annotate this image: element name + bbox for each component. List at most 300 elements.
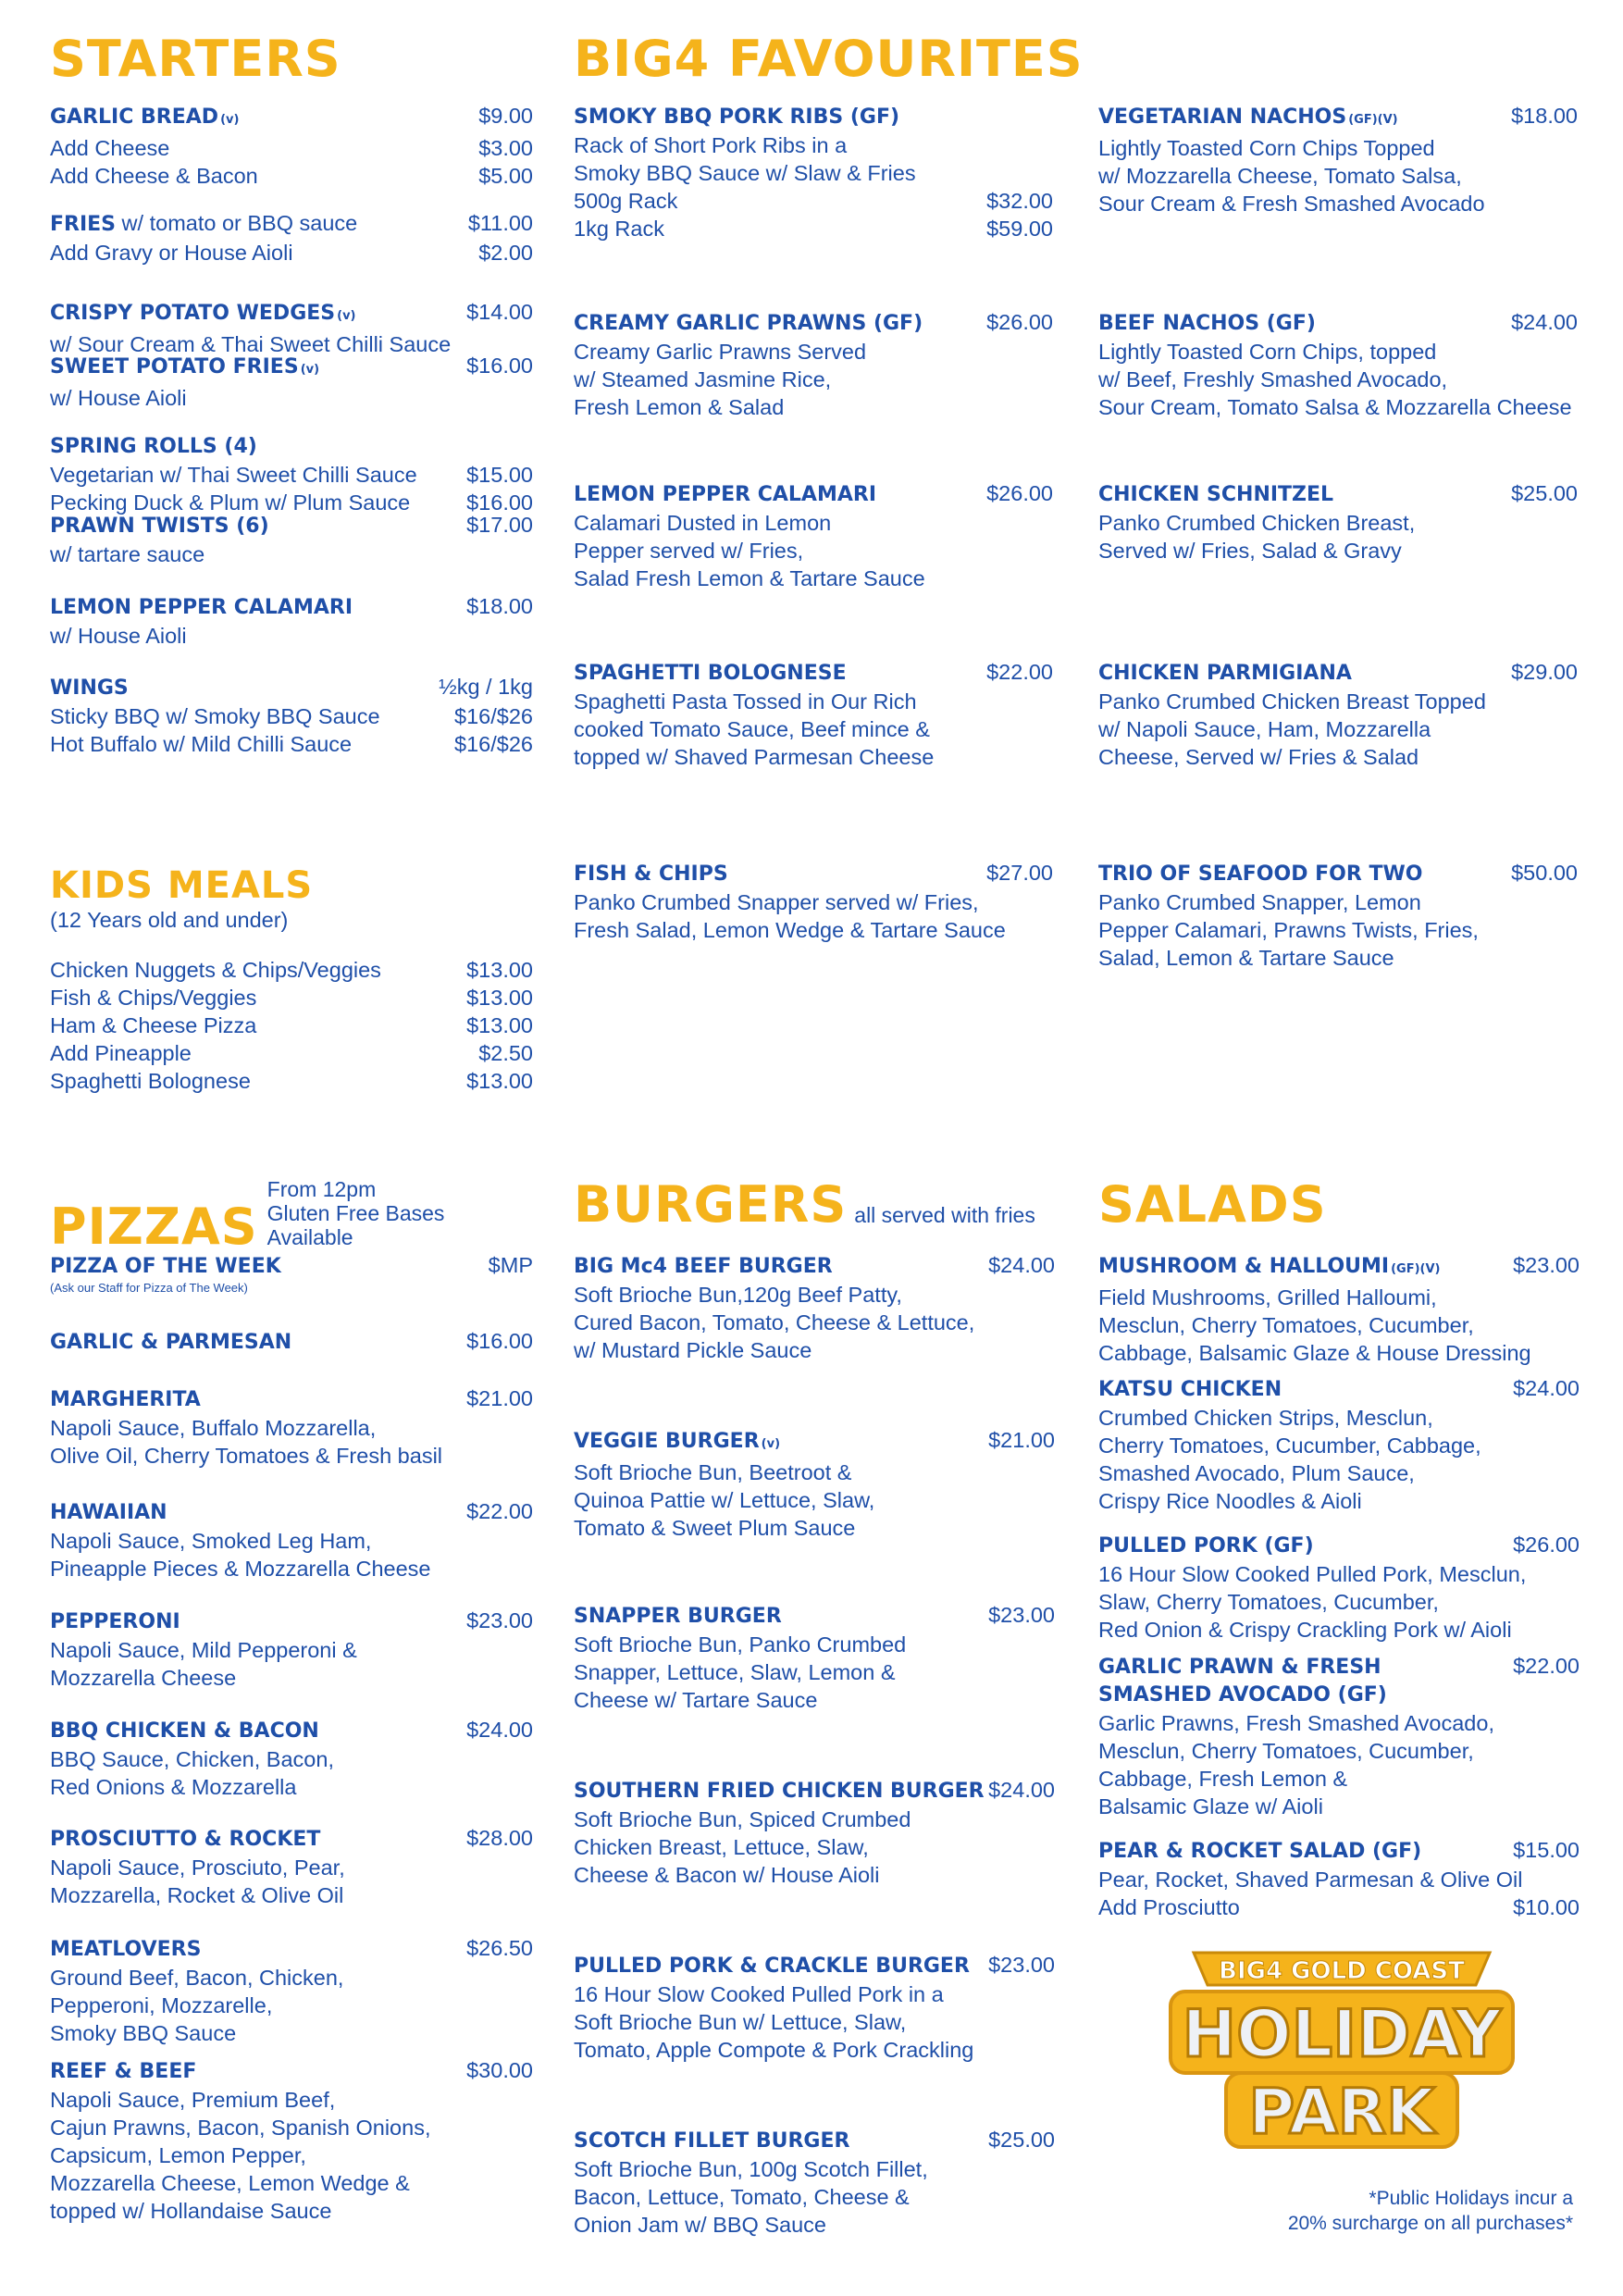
item-description: Cured Bacon, Tomato, Cheese & Lettuce, [574, 1310, 975, 1334]
pizzas-subtitle-time: From 12pm [266, 1177, 377, 1201]
item-name-group [1098, 479, 1333, 509]
item-price: ½kg / 1kg [439, 675, 533, 699]
item-name: MUSHROOM & HALLOUMI [1098, 1255, 1390, 1278]
item-description: w/ Mustard Pickle Sauce [574, 1338, 812, 1362]
item-description: Cheese w/ Tartare Sauce [574, 1688, 818, 1712]
item-header [574, 1601, 1055, 1631]
kids-item [50, 1011, 533, 1039]
item-name-group [574, 1601, 782, 1631]
item-name-group [50, 2056, 196, 2086]
item-name-group [1098, 308, 1316, 338]
item-name: FRIES [50, 213, 117, 236]
item-option [50, 162, 533, 190]
menu-item [574, 1426, 1055, 1542]
item-header [50, 1934, 533, 1964]
menu-item [1098, 1374, 1580, 1515]
item-name-group [50, 511, 269, 540]
kids-item-price: $13.00 [466, 986, 533, 1010]
item-option [1098, 1893, 1580, 1921]
surcharge-footer [1092, 2186, 1573, 2236]
item-diet-tag: (v) [220, 113, 240, 127]
item-description: Cabbage, Balsamic Glaze & House Dressing [1098, 1341, 1531, 1365]
burgers-heading: BURGERS [574, 1175, 848, 1234]
menu-item [1098, 658, 1578, 771]
option-price: $2.00 [478, 241, 533, 265]
item-header [574, 1426, 1055, 1458]
kids-section [50, 865, 533, 1095]
item-header [50, 673, 533, 702]
item-header [50, 431, 533, 461]
item-price: $29.00 [1511, 660, 1578, 684]
item-name: WINGS [50, 676, 129, 700]
kids-item-name: Chicken Nuggets & Chips/Veggies [50, 958, 381, 982]
item-description: topped w/ Hollandaise Sauce [50, 2199, 332, 2223]
item-option [50, 461, 533, 489]
item-description: Lightly Toasted Corn Chips Topped [1098, 136, 1435, 160]
item-header [50, 1716, 533, 1745]
item-header [50, 352, 533, 384]
item-name-group [1098, 1652, 1381, 1682]
menu-item [1098, 308, 1578, 421]
item-name-group [574, 859, 728, 888]
kids-list [50, 956, 533, 1095]
item-name: SOUTHERN FRIED CHICKEN BURGER [574, 1780, 985, 1803]
item-name-group [574, 2126, 849, 2155]
kids-item-name: Ham & Cheese Pizza [50, 1013, 257, 1037]
item-price: $25.00 [988, 2128, 1055, 2152]
menu-item [50, 352, 533, 412]
kids-item [50, 1067, 533, 1095]
item-price: $24.00 [1513, 1376, 1580, 1400]
item-description: Calamari Dusted in Lemon [574, 511, 832, 535]
option-label: Add Gravy or House Aioli [50, 241, 293, 265]
option-label: Vegetarian w/ Thai Sweet Chilli Sauce [50, 463, 417, 487]
menu-item [574, 308, 1053, 421]
option-label: Add Cheese & Bacon [50, 164, 258, 188]
kids-item-price: $2.50 [478, 1041, 533, 1065]
item-name-group [574, 1251, 833, 1281]
item-note: (Ask our Staff for Pizza of The Week) [50, 1281, 248, 1295]
item-description: Mesclun, Cherry Tomatoes, Cucumber, [1098, 1313, 1474, 1337]
item-description: Quinoa Pattie w/ Lettuce, Slaw, [574, 1488, 875, 1512]
menu-item [50, 431, 533, 516]
starters-heading: STARTERS [50, 30, 341, 88]
item-header [1098, 859, 1578, 888]
item-header [574, 658, 1053, 688]
salads-heading: SALADS [1098, 1175, 1327, 1234]
item-name-group [50, 1607, 180, 1636]
item-header [1098, 658, 1578, 688]
menu-item [50, 673, 533, 758]
item-name-group [1098, 658, 1352, 688]
option-price: $3.00 [478, 136, 533, 160]
item-header [1098, 1374, 1580, 1404]
item-description: Crumbed Chicken Strips, Mesclun, [1098, 1406, 1433, 1430]
item-name: FISH & CHIPS [574, 863, 728, 886]
item-description: Salad, Lemon & Tartare Sauce [1098, 946, 1394, 970]
item-name-group [1098, 1836, 1421, 1866]
item-description: Cajun Prawns, Bacon, Spanish Onions, [50, 2116, 431, 2140]
item-description: Balsamic Glaze w/ Aioli [1098, 1794, 1323, 1818]
favourites-heading: BIG4 FAVOURITES [574, 30, 1084, 88]
item-description: w/ Sour Cream & Thai Sweet Chilli Sauce [50, 332, 452, 356]
item-header [574, 859, 1053, 888]
item-description: Mozzarella Cheese [50, 1666, 237, 1690]
item-price: $15.00 [1513, 1838, 1580, 1862]
item-diet-tag: (GF)(V) [1391, 1262, 1441, 1276]
kids-item-name: Add Pineapple [50, 1041, 192, 1065]
item-name: PULLED PORK (GF) [1098, 1534, 1314, 1558]
item-header [1098, 102, 1578, 134]
item-name-group [50, 102, 239, 134]
item-name-group [574, 1426, 780, 1458]
item-header [1098, 1652, 1580, 1682]
item-description: Panko Crumbed Chicken Breast Topped [1098, 689, 1486, 714]
item-name: GARLIC & PARMESAN [50, 1331, 292, 1354]
item-header [50, 1327, 533, 1357]
item-price: $9.00 [478, 104, 533, 128]
pizzas-subtitle-gf: Gluten Free Bases Available [266, 1201, 445, 1249]
item-header [50, 1497, 533, 1527]
item-header [1098, 308, 1578, 338]
menu-item [1098, 859, 1578, 972]
item-description: 16 Hour Slow Cooked Pulled Pork in a [574, 1982, 944, 2006]
item-option [50, 134, 533, 162]
item-description: Pepper served w/ Fries, [574, 539, 804, 563]
item-description: Mozzarella Cheese, Lemon Wedge & [50, 2171, 410, 2195]
item-description: BBQ Sauce, Chicken, Bacon, [50, 1747, 334, 1771]
item-name-extra: w/ tomato or BBQ sauce [116, 211, 358, 235]
item-description: Tomato, Apple Compote & Pork Crackling [574, 2038, 974, 2062]
footer-line1: *Public Holidays incur a [1369, 2188, 1573, 2209]
item-header [50, 1824, 533, 1854]
kids-item-price: $13.00 [466, 1069, 533, 1093]
item-description: Red Onions & Mozzarella [50, 1775, 297, 1799]
item-price: $16.00 [466, 1329, 533, 1353]
logo-line3: PARK [1248, 2076, 1435, 2149]
item-description: Garlic Prawns, Fresh Smashed Avocado, [1098, 1711, 1494, 1735]
item-description: Red Onion & Crispy Crackling Pork w/ Aioli [1098, 1618, 1512, 1642]
item-header [574, 1776, 1055, 1806]
item-description: w/ House Aioli [50, 624, 187, 648]
menu-item [50, 102, 533, 190]
item-description: w/ Beef, Freshly Smashed Avocado, [1098, 367, 1448, 391]
item-description: Cabbage, Fresh Lemon & [1098, 1767, 1348, 1791]
item-description: Salad Fresh Lemon & Tartare Sauce [574, 566, 925, 590]
item-name: SCOTCH FILLET BURGER [574, 2129, 850, 2153]
item-description: Served w/ Fries, Salad & Gravy [1098, 539, 1402, 563]
item-name: SNAPPER BURGER [574, 1605, 782, 1628]
item-description: Soft Brioche Bun, 100g Scotch Fillet, [574, 2157, 928, 2181]
item-diet-tag: (v) [337, 309, 356, 323]
item-description: Pepperoni, Mozzarelle, [50, 1993, 273, 2017]
item-description: Napoli Sauce, Smoked Leg Ham, [50, 1529, 372, 1553]
item-name-group [1098, 102, 1398, 134]
item-price: $24.00 [988, 1778, 1055, 1802]
item-name-group [50, 1251, 281, 1281]
item-description: Mesclun, Cherry Tomatoes, Cucumber, [1098, 1739, 1474, 1763]
menu-item [1098, 1251, 1580, 1367]
kids-item-name: Fish & Chips/Veggies [50, 986, 257, 1010]
starters-section [50, 30, 533, 756]
item-name: PIZZA OF THE WEEK [50, 1255, 281, 1278]
item-option [574, 215, 1053, 242]
item-description: Sour Cream, Tomato Salsa & Mozzarella Cheese [1098, 395, 1572, 419]
item-description: Slaw, Cherry Tomatoes, Cucumber, [1098, 1590, 1439, 1614]
item-name: VEGGIE BURGER [574, 1430, 760, 1453]
item-name-group [50, 1497, 167, 1527]
item-description: Crispy Rice Noodles & Aioli [1098, 1489, 1362, 1513]
kids-heading: KIDS MEALS [50, 864, 314, 907]
holiday-park-logo [1157, 1934, 1527, 2166]
item-name-group [574, 479, 876, 509]
option-price: $16/$26 [454, 732, 533, 756]
option-label: 1kg Rack [574, 217, 664, 241]
item-description: Ground Beef, Bacon, Chicken, [50, 1966, 344, 1990]
option-price: $10.00 [1513, 1895, 1580, 1919]
item-description: Napoli Sauce, Prosciuto, Pear, [50, 1855, 345, 1880]
item-description: w/ House Aioli [50, 386, 187, 410]
item-description: Napoli Sauce, Buffalo Mozzarella, [50, 1416, 377, 1440]
item-description: Rack of Short Pork Ribs in a [574, 133, 848, 157]
item-description: Napoli Sauce, Premium Beef, [50, 2088, 336, 2112]
menu-item [574, 1251, 1055, 1364]
item-price: $22.00 [1513, 1654, 1580, 1678]
item-price: $11.00 [467, 211, 533, 235]
item-option [50, 702, 533, 730]
menu-item [50, 1716, 533, 1801]
item-name: CHICKEN PARMIGIANA [1098, 662, 1352, 685]
item-description: Sour Cream & Fresh Smashed Avocado [1098, 192, 1485, 216]
item-diet-tag: (GF)(V) [1348, 113, 1398, 127]
item-description: w/ tartare sauce [50, 542, 205, 566]
item-name-group [50, 209, 357, 239]
item-description: Pepper Calamari, Prawns Twists, Fries, [1098, 918, 1479, 942]
menu-item [50, 1607, 533, 1692]
item-name-group [50, 673, 129, 702]
menu-item [574, 1601, 1055, 1714]
menu-item [574, 2126, 1055, 2239]
item-header [50, 1251, 533, 1281]
menu-item [574, 479, 1053, 592]
item-description: Smoky BBQ Sauce [50, 2021, 237, 2045]
item-name-group [50, 1934, 201, 1964]
item-description: Spaghetti Pasta Tossed in Our Rich [574, 689, 917, 714]
item-description: w/ Mozzarella Cheese, Tomato Salsa, [1098, 164, 1462, 188]
item-description: Cheese, Served w/ Fries & Salad [1098, 745, 1419, 769]
item-name-group [50, 1327, 291, 1357]
item-option [574, 187, 1053, 215]
item-name: CREAMY GARLIC PRAWNS (GF) [574, 312, 923, 335]
item-description: Soft Brioche Bun, Beetroot & [574, 1460, 852, 1484]
item-name: MEATLOVERS [50, 1938, 202, 1961]
item-name-group [50, 1824, 320, 1854]
menu-item [574, 1776, 1055, 1889]
item-price: $22.00 [466, 1499, 533, 1523]
item-name: PROSCIUTTO & ROCKET [50, 1828, 321, 1851]
logo-line2: HOLIDAY [1182, 1996, 1502, 2072]
item-price: $23.00 [988, 1603, 1055, 1627]
item-name-group [574, 658, 847, 688]
menu-item [1098, 1836, 1580, 1921]
kids-subtitle: (12 Years old and under) [50, 908, 289, 932]
item-name-group [1098, 1374, 1282, 1404]
favourites-section [574, 31, 1592, 87]
item-price: $21.00 [466, 1386, 533, 1410]
item-name: SPAGHETTI BOLOGNESE [574, 662, 847, 685]
item-name: KATSU CHICKEN [1098, 1378, 1282, 1401]
item-header [1098, 1836, 1580, 1866]
item-header [1098, 1251, 1580, 1284]
item-name-group [50, 592, 353, 622]
item-description: Cherry Tomatoes, Cucumber, Cabbage, [1098, 1433, 1481, 1458]
item-name: LEMON PEPPER CALAMARI [574, 483, 877, 506]
item-name-group [50, 1384, 201, 1414]
item-description: Smashed Avocado, Plum Sauce, [1098, 1461, 1415, 1485]
item-price: $22.00 [986, 660, 1053, 684]
item-price: $26.00 [1513, 1533, 1580, 1557]
menu-item [1098, 1531, 1580, 1644]
option-price: $5.00 [478, 164, 533, 188]
item-price: $24.00 [466, 1718, 533, 1742]
item-name: BBQ CHICKEN & BACON [50, 1719, 319, 1743]
item-description: w/ Napoli Sauce, Ham, Mozzarella [1098, 717, 1431, 741]
option-price: $16.00 [466, 490, 533, 515]
logo-line1: BIG4 GOLD COAST [1219, 1957, 1465, 1985]
item-name-group [1098, 859, 1422, 888]
menu-item [1098, 102, 1578, 217]
item-price: $26.00 [986, 310, 1053, 334]
item-description: Onion Jam w/ BBQ Sauce [574, 2213, 826, 2237]
menu-item [50, 2056, 533, 2225]
item-description: Smoky BBQ Sauce w/ Slaw & Fries [574, 161, 916, 185]
item-description: Chicken Breast, Lettuce, Slaw, [574, 1835, 869, 1859]
menu-item [574, 102, 1053, 242]
item-price: $MP [488, 1253, 533, 1277]
item-name-group [1098, 1531, 1314, 1560]
item-name: CRISPY POTATO WEDGES [50, 302, 336, 325]
item-price: $25.00 [1511, 481, 1578, 505]
menu-item [50, 1327, 533, 1357]
item-price: $14.00 [466, 300, 533, 324]
item-description: Snapper, Lettuce, Slaw, Lemon & [574, 1660, 896, 1684]
item-price: $18.00 [466, 594, 533, 618]
menu-item [50, 1384, 533, 1470]
item-description: topped w/ Shaved Parmesan Cheese [574, 745, 935, 769]
item-header [50, 102, 533, 134]
item-price: $16.00 [466, 354, 533, 378]
menu-item [50, 592, 533, 650]
item-header [50, 298, 533, 330]
item-name: REEF & BEEF [50, 2060, 197, 2083]
item-price: $27.00 [986, 861, 1053, 885]
option-price: $16/$26 [454, 704, 533, 728]
item-price: $23.00 [1513, 1253, 1580, 1277]
item-description: Soft Brioche Bun, Spiced Crumbed [574, 1807, 911, 1831]
item-name-line2: SMASHED AVOCADO (GF) [1098, 1683, 1387, 1706]
kids-item-name: Spaghetti Bolognese [50, 1069, 251, 1093]
item-option [50, 239, 533, 267]
item-name-group [574, 1776, 985, 1806]
item-description: Creamy Garlic Prawns Served [574, 340, 867, 364]
item-name-group [50, 431, 257, 461]
kids-item [50, 956, 533, 984]
item-price: $23.00 [466, 1608, 533, 1632]
item-price: $18.00 [1511, 104, 1578, 128]
menu-item [50, 1934, 533, 2047]
menu-item [50, 511, 533, 568]
item-description: Soft Brioche Bun,120g Beef Patty, [574, 1283, 902, 1307]
item-header [1098, 479, 1578, 509]
item-header-2 [1098, 1682, 1580, 1709]
option-label: Add Cheese [50, 136, 170, 160]
item-option [50, 730, 533, 758]
item-price: $30.00 [466, 2058, 533, 2082]
item-name: SWEET POTATO FRIES [50, 355, 299, 379]
burgers-section [574, 1177, 1055, 1233]
menu-item [1098, 479, 1578, 565]
kids-item-price: $13.00 [466, 958, 533, 982]
item-name-group [50, 298, 356, 330]
item-header [50, 1384, 533, 1414]
item-name-group [50, 352, 319, 384]
item-description: Tomato & Sweet Plum Sauce [574, 1516, 856, 1540]
menu-item [574, 859, 1053, 944]
menu-item [50, 1497, 533, 1582]
item-name: PULLED PORK & CRACKLE BURGER [574, 1955, 970, 1978]
item-name: PRAWN TWISTS (6) [50, 515, 269, 538]
item-header [574, 1251, 1055, 1281]
item-description: Panko Crumbed Chicken Breast, [1098, 511, 1416, 535]
option-label: Add Prosciutto [1098, 1895, 1240, 1919]
item-description: Napoli Sauce, Mild Pepperoni & [50, 1638, 357, 1662]
item-description: Capsicum, Lemon Pepper, [50, 2143, 306, 2167]
item-header [50, 592, 533, 622]
option-label: Sticky BBQ w/ Smoky BBQ Sauce [50, 704, 380, 728]
menu-item [574, 1951, 1055, 2064]
option-price: $15.00 [466, 463, 533, 487]
item-name: BEEF NACHOS (GF) [1098, 312, 1316, 335]
item-price: $26.50 [466, 1936, 533, 1960]
item-diet-tag: (v) [300, 363, 320, 377]
item-description: Soft Brioche Bun, Panko Crumbed [574, 1632, 907, 1657]
pizzas-heading: PIZZAS [50, 1198, 258, 1256]
item-description: Pineapple Pieces & Mozzarella Cheese [50, 1557, 431, 1581]
item-description: cooked Tomato Sauce, Beef mince & [574, 717, 930, 741]
pizzas-section [50, 1177, 533, 1255]
item-diet-tag: (v) [761, 1437, 781, 1451]
item-price: $21.00 [988, 1428, 1055, 1452]
item-name: LEMON PEPPER CALAMARI [50, 596, 353, 619]
item-price: $24.00 [1511, 310, 1578, 334]
item-header [50, 209, 533, 239]
menu-item [50, 1251, 533, 1296]
item-description: Panko Crumbed Snapper, Lemon [1098, 890, 1421, 914]
item-description: Fresh Salad, Lemon Wedge & Tartare Sauce [574, 918, 1006, 942]
item-name: BIG Mc4 BEEF BURGER [574, 1255, 833, 1278]
item-name: SPRING ROLLS (4) [50, 435, 257, 458]
item-name: VEGETARIAN NACHOS [1098, 105, 1347, 129]
item-description: Lightly Toasted Corn Chips, topped [1098, 340, 1437, 364]
item-name-group [50, 1716, 319, 1745]
option-label: 500g Rack [574, 189, 678, 213]
item-price: $23.00 [988, 1953, 1055, 1977]
item-header [574, 2126, 1055, 2155]
burgers-subtitle: all served with fries [854, 1203, 1035, 1227]
item-name: GARLIC BREAD [50, 105, 219, 129]
item-name-group [574, 1951, 970, 1980]
item-name: TRIO OF SEAFOOD FOR TWO [1098, 863, 1423, 886]
